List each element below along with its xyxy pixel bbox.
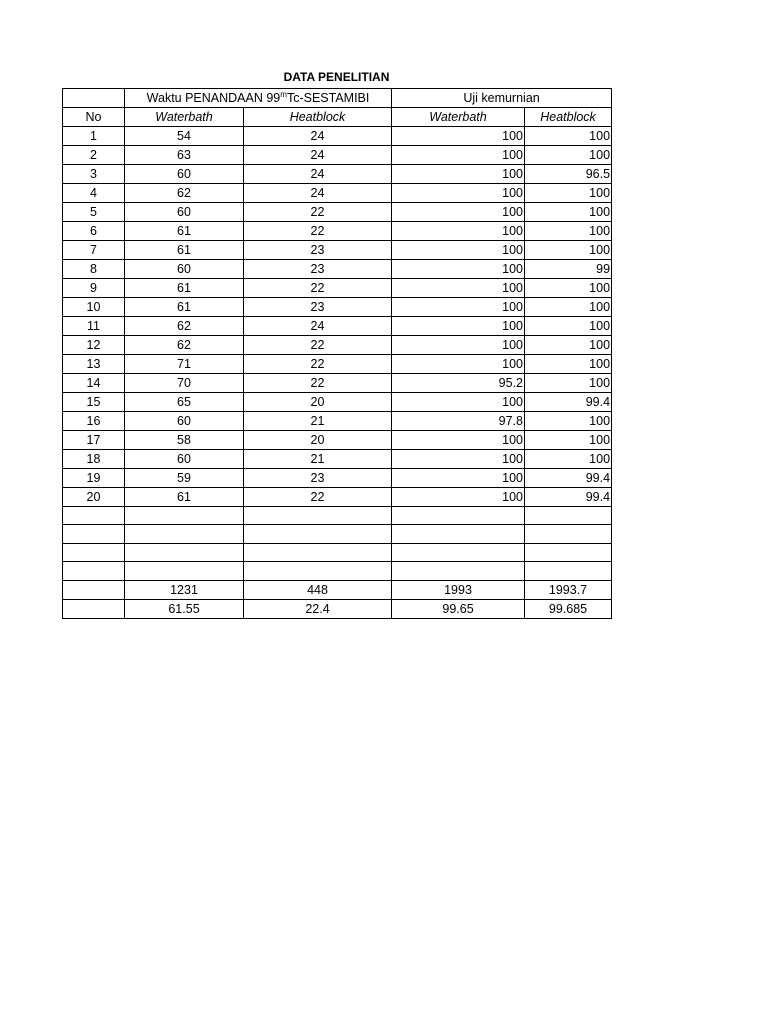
cell-waterbath-time: 60 [125, 165, 244, 184]
header-heatblock-time: Heatblock [244, 108, 392, 127]
cell-waterbath-time: 58 [125, 431, 244, 450]
empty-cell [392, 562, 525, 580]
empty-cell [125, 543, 244, 561]
cell-heatblock-purity: 100 [525, 317, 612, 336]
cell-heatblock-time: 20 [244, 393, 392, 412]
cell-waterbath-purity: 100 [392, 222, 525, 241]
cell-waterbath-time: 60 [125, 450, 244, 469]
cell-heatblock-time: 24 [244, 127, 392, 146]
cell-waterbath-time: 62 [125, 317, 244, 336]
empty-cell [244, 507, 392, 525]
table-row [63, 146, 612, 165]
cell-waterbath-time: 65 [125, 393, 244, 412]
empty-cell [525, 525, 612, 543]
header-labeling-time [125, 89, 392, 108]
cell-no: 15 [63, 393, 125, 412]
cell-heatblock-time: 23 [244, 260, 392, 279]
averages-waterbath-time: 61.55 [125, 599, 244, 618]
empty-cell [244, 525, 392, 543]
averages-heatblock-time: 22.4 [244, 599, 392, 618]
header-no: No [63, 108, 125, 127]
cell-no: 16 [63, 412, 125, 431]
cell-heatblock-time: 22 [244, 336, 392, 355]
empty-cell [63, 543, 125, 561]
cell-heatblock-time: 22 [244, 222, 392, 241]
empty-row [63, 543, 612, 561]
cell-heatblock-time: 23 [244, 298, 392, 317]
table-row [63, 393, 612, 412]
table-row [63, 184, 612, 203]
empty-cell [63, 525, 125, 543]
cell-no: 8 [63, 260, 125, 279]
cell-waterbath-purity: 100 [392, 488, 525, 507]
header-labeling-time-suffix: Tc-SESTAMIBI [286, 91, 370, 105]
cell-heatblock-purity: 99.4 [525, 393, 612, 412]
cell-heatblock-purity: 100 [525, 127, 612, 146]
cell-waterbath-purity: 100 [392, 184, 525, 203]
table-row [63, 336, 612, 355]
cell-waterbath-purity: 100 [392, 469, 525, 488]
header-blank-cell [63, 89, 125, 108]
header-waterbath-time: Waterbath [125, 108, 244, 127]
cell-heatblock-time: 22 [244, 203, 392, 222]
cell-waterbath-purity: 97.8 [392, 412, 525, 431]
cell-heatblock-time: 22 [244, 374, 392, 393]
cell-heatblock-purity: 100 [525, 146, 612, 165]
column-header-row [63, 108, 612, 127]
cell-waterbath-purity: 95.2 [392, 374, 525, 393]
empty-cell [63, 507, 125, 525]
cell-heatblock-purity: 100 [525, 279, 612, 298]
header-purity-test: Uji kemurnian [392, 89, 612, 108]
cell-heatblock-purity: 99.4 [525, 488, 612, 507]
table-row [63, 203, 612, 222]
cell-no: 12 [63, 336, 125, 355]
cell-waterbath-purity: 100 [392, 260, 525, 279]
cell-waterbath-time: 59 [125, 469, 244, 488]
empty-cell [525, 562, 612, 580]
cell-waterbath-time: 61 [125, 488, 244, 507]
cell-waterbath-time: 71 [125, 355, 244, 374]
cell-heatblock-time: 23 [244, 241, 392, 260]
cell-heatblock-time: 21 [244, 412, 392, 431]
cell-no: 9 [63, 279, 125, 298]
cell-heatblock-purity: 100 [525, 222, 612, 241]
empty-cell [125, 507, 244, 525]
averages-row [63, 599, 612, 618]
totals-waterbath-time: 1231 [125, 580, 244, 599]
cell-no: 14 [63, 374, 125, 393]
cell-waterbath-purity: 100 [392, 393, 525, 412]
header-labeling-time-prefix: Waktu PENANDAAN 99 [146, 91, 281, 105]
table-row [63, 241, 612, 260]
cell-waterbath-purity: 100 [392, 431, 525, 450]
cell-no: 11 [63, 317, 125, 336]
empty-cell [392, 507, 525, 525]
empty-cell [244, 543, 392, 561]
cell-waterbath-time: 62 [125, 336, 244, 355]
cell-heatblock-time: 22 [244, 355, 392, 374]
table-row [63, 222, 612, 241]
cell-waterbath-purity: 100 [392, 165, 525, 184]
cell-heatblock-purity: 96.5 [525, 165, 612, 184]
cell-heatblock-purity: 100 [525, 336, 612, 355]
cell-heatblock-time: 22 [244, 488, 392, 507]
cell-no: 18 [63, 450, 125, 469]
cell-waterbath-time: 70 [125, 374, 244, 393]
cell-waterbath-time: 60 [125, 203, 244, 222]
cell-waterbath-time: 62 [125, 184, 244, 203]
table-row [63, 450, 612, 469]
cell-heatblock-purity: 99.4 [525, 469, 612, 488]
empty-cell [525, 507, 612, 525]
table-row [63, 127, 612, 146]
cell-heatblock-time: 24 [244, 317, 392, 336]
cell-heatblock-time: 24 [244, 184, 392, 203]
cell-no: 10 [63, 298, 125, 317]
cell-waterbath-purity: 100 [392, 127, 525, 146]
cell-heatblock-purity: 100 [525, 412, 612, 431]
page-title: DATA PENELITIAN [283, 70, 390, 84]
cell-waterbath-time: 60 [125, 412, 244, 431]
cell-heatblock-time: 22 [244, 279, 392, 298]
cell-waterbath-purity: 100 [392, 146, 525, 165]
averages-heatblock-purity: 99.685 [525, 599, 612, 618]
table-row [63, 279, 612, 298]
cell-waterbath-time: 61 [125, 222, 244, 241]
empty-cell [392, 543, 525, 561]
cell-waterbath-time: 54 [125, 127, 244, 146]
cell-no: 5 [63, 203, 125, 222]
table-row [63, 374, 612, 393]
cell-heatblock-purity: 100 [525, 184, 612, 203]
cell-waterbath-time: 63 [125, 146, 244, 165]
cell-heatblock-time: 23 [244, 469, 392, 488]
table-row [63, 412, 612, 431]
cell-no: 2 [63, 146, 125, 165]
cell-heatblock-time: 24 [244, 146, 392, 165]
group-header-row [63, 89, 612, 108]
table-row [63, 317, 612, 336]
empty-cell [125, 525, 244, 543]
totals-heatblock-purity: 1993.7 [525, 580, 612, 599]
table-row [63, 260, 612, 279]
cell-no: 7 [63, 241, 125, 260]
cell-heatblock-purity: 100 [525, 374, 612, 393]
cell-no: 17 [63, 431, 125, 450]
cell-no: 19 [63, 469, 125, 488]
empty-cell [392, 525, 525, 543]
cell-heatblock-purity: 99 [525, 260, 612, 279]
summary-label-cell [63, 580, 125, 599]
totals-waterbath-purity: 1993 [392, 580, 525, 599]
header-waterbath-purity: Waterbath [392, 108, 525, 127]
cell-waterbath-purity: 100 [392, 203, 525, 222]
totals-row [63, 580, 612, 599]
table-row [63, 355, 612, 374]
cell-heatblock-time: 24 [244, 165, 392, 184]
cell-heatblock-purity: 100 [525, 203, 612, 222]
cell-no: 1 [63, 127, 125, 146]
cell-waterbath-purity: 100 [392, 336, 525, 355]
cell-heatblock-purity: 100 [525, 241, 612, 260]
cell-waterbath-time: 61 [125, 279, 244, 298]
empty-cell [63, 562, 125, 580]
cell-no: 4 [63, 184, 125, 203]
cell-waterbath-purity: 100 [392, 279, 525, 298]
cell-heatblock-time: 20 [244, 431, 392, 450]
cell-waterbath-purity: 100 [392, 241, 525, 260]
cell-no: 20 [63, 488, 125, 507]
header-heatblock-purity: Heatblock [525, 108, 612, 127]
cell-waterbath-purity: 100 [392, 355, 525, 374]
cell-no: 13 [63, 355, 125, 374]
cell-heatblock-purity: 100 [525, 355, 612, 374]
table-row [63, 469, 612, 488]
cell-waterbath-purity: 100 [392, 317, 525, 336]
table-row [63, 298, 612, 317]
cell-waterbath-time: 61 [125, 241, 244, 260]
empty-row [63, 525, 612, 543]
table-row [63, 431, 612, 450]
empty-cell [125, 562, 244, 580]
cell-heatblock-time: 21 [244, 450, 392, 469]
totals-heatblock-time: 448 [244, 580, 392, 599]
table-body [63, 89, 612, 619]
cell-no: 3 [63, 165, 125, 184]
cell-heatblock-purity: 100 [525, 450, 612, 469]
data-table [62, 88, 612, 619]
summary-label-cell [63, 599, 125, 618]
header-labeling-time-sup: m [280, 90, 287, 99]
table-row [63, 488, 612, 507]
averages-waterbath-purity: 99.65 [392, 599, 525, 618]
cell-waterbath-purity: 100 [392, 450, 525, 469]
cell-heatblock-purity: 100 [525, 431, 612, 450]
cell-waterbath-time: 61 [125, 298, 244, 317]
table-row [63, 165, 612, 184]
empty-row [63, 507, 612, 525]
empty-row [63, 562, 612, 580]
cell-waterbath-time: 60 [125, 260, 244, 279]
empty-cell [525, 543, 612, 561]
cell-no: 6 [63, 222, 125, 241]
cell-waterbath-purity: 100 [392, 298, 525, 317]
cell-heatblock-purity: 100 [525, 298, 612, 317]
empty-cell [244, 562, 392, 580]
